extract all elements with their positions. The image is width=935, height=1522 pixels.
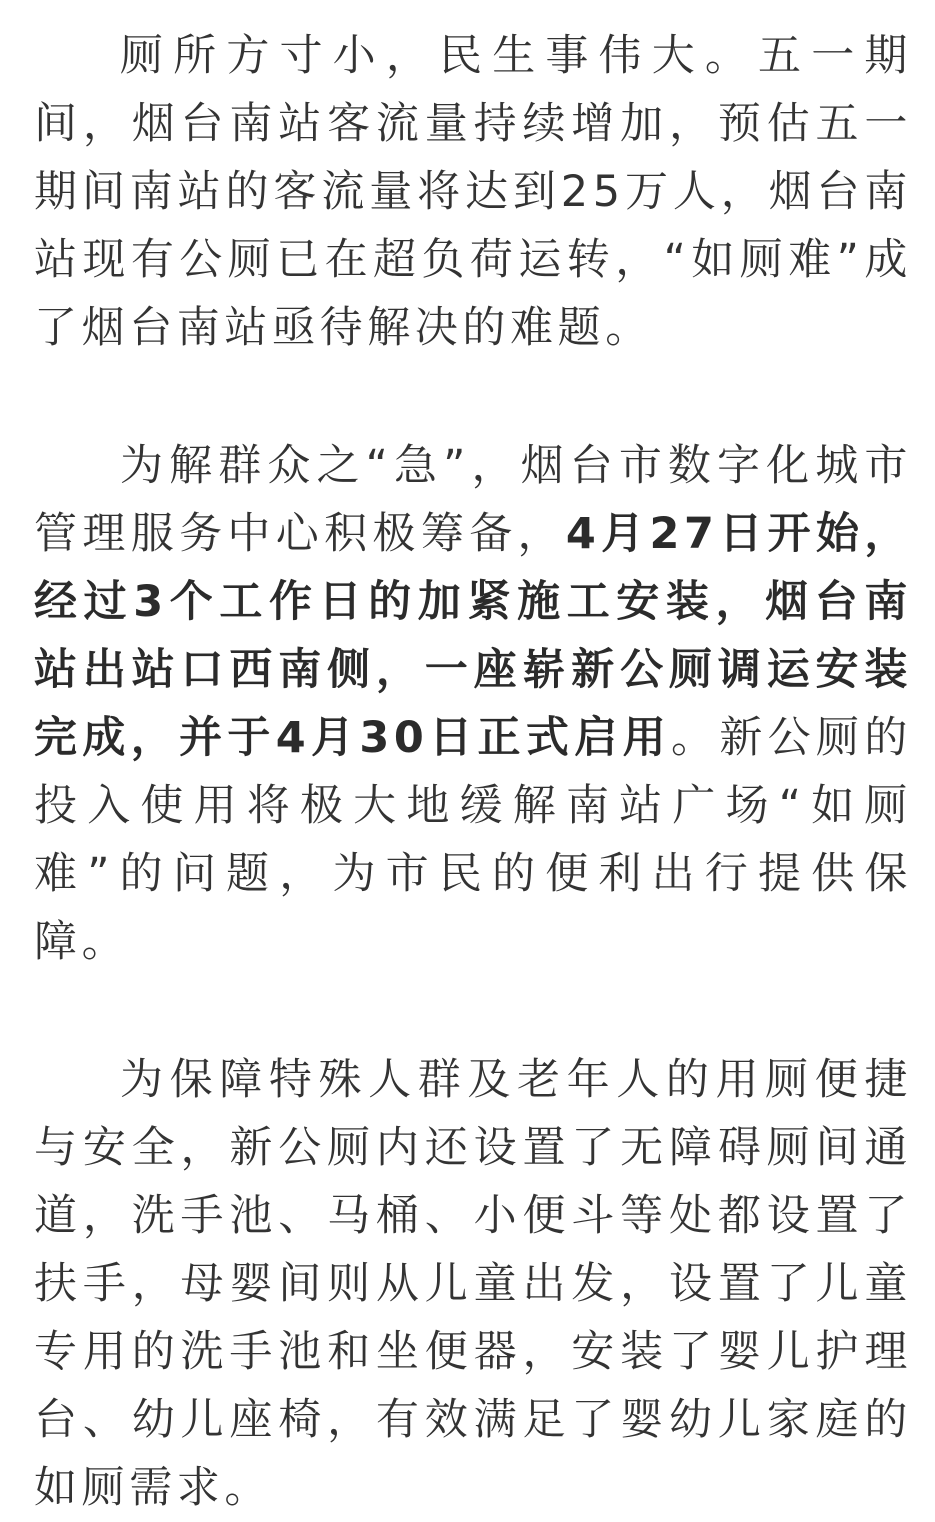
paragraph-1-text: 厕所方寸小，民生事伟大。五一期间，烟台南站客流量持续增加，预估五一期间南站的客流量将达到25万人，烟台南站现有公厕已在超负荷运转，“如厕难”成了烟台南站亟待解决的难题。 xyxy=(34,31,912,353)
article-body xyxy=(34,22,912,1522)
paragraph-2-highlight: 4月27日开始，经过3个工作日的加紧施工安装，烟台南站出站口西南侧，一座崭新公厕调运安装完成，并于4月30日正式启用 xyxy=(34,509,912,763)
paragraph-3 xyxy=(34,1046,912,1522)
paragraph-1 xyxy=(34,22,912,362)
paragraph-3-text: 为保障特殊人群及老年人的用厕便捷与安全，新公厕内还设置了无障碍厕间通道，洗手池、马桶、小便斗等处都设置了扶手，母婴间则从儿童出发，设置了儿童专用的洗手池和坐便器，安装了婴儿护理台、幼儿座椅，有效满足了婴幼儿家庭的如厕需求。 xyxy=(34,1055,912,1513)
paragraph-2 xyxy=(34,432,912,976)
paragraph-2-lead: 为解群众之“急”，烟台市数字化城市管理服务中心积极筹备， xyxy=(34,441,912,559)
paragraph-2-tail: 。新公厕的投入使用将极大地缓解南站广场“如厕难”的问题，为市民的便利出行提供保障。 xyxy=(34,713,912,967)
